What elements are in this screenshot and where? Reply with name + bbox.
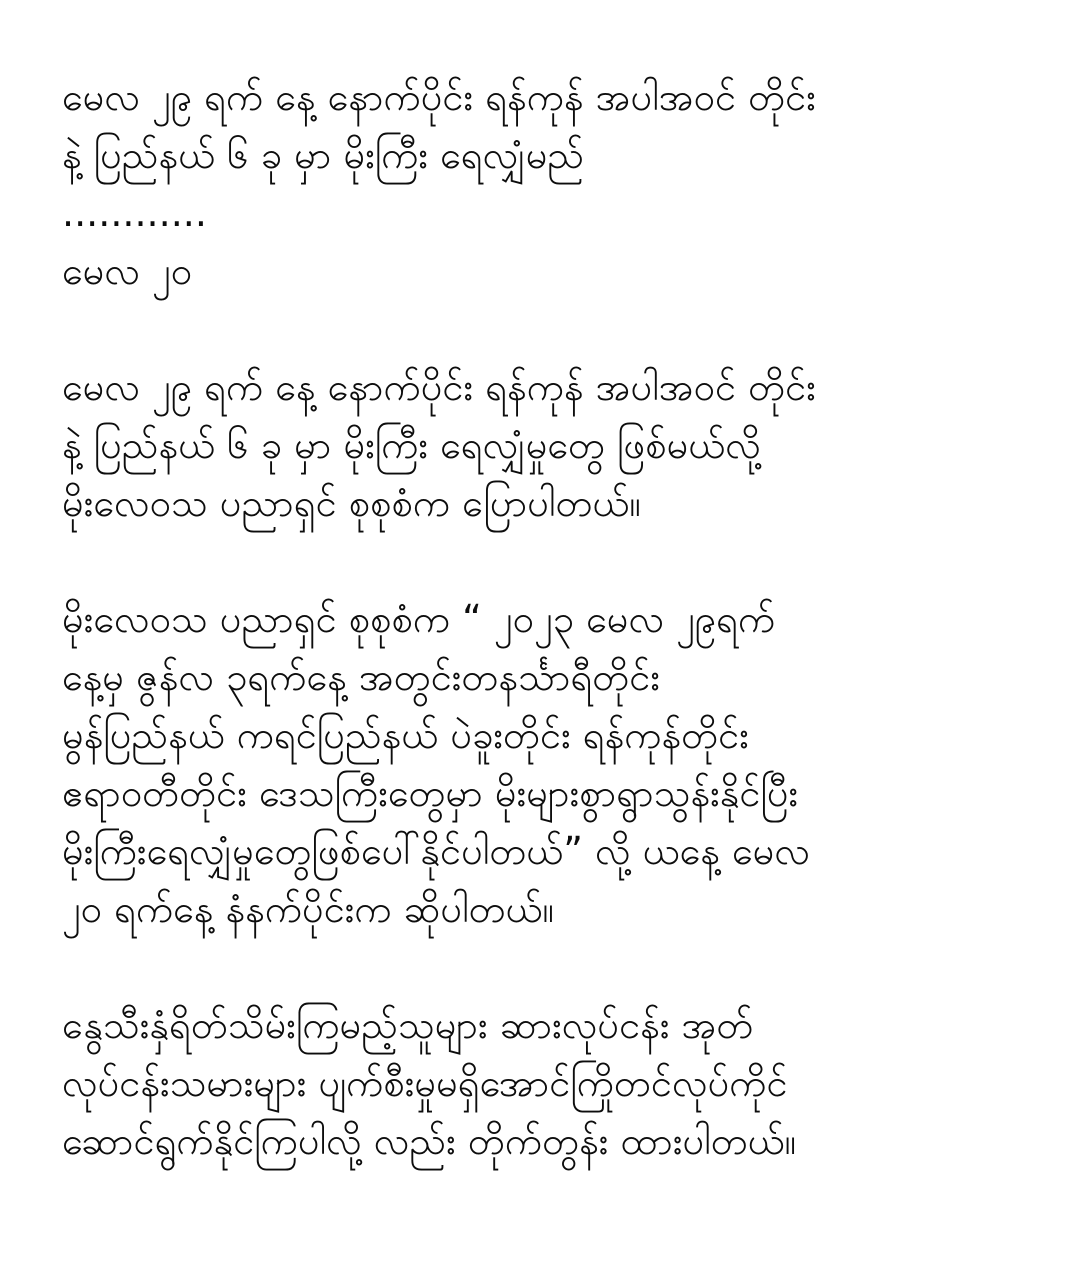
post-headline: မေလ ၂၉ ရက် နေ့ နောက်ပိုင်း ရန်ကုန် အပါအဝင် တိုင်း နဲ့ ပြည်နယ် ၆ ခု မှာ မိုးကြီး ရေလျှံမည် [62, 75, 816, 177]
news-post [62, 68, 1052, 1170]
post-paragraph-intro: မေလ ၂၉ ရက် နေ့ နောက်ပိုင်း ရန်ကုန် အပါအဝင် တိုင်း နဲ့ ပြည်နယ် ၆ ခု မှာ မိုးကြီး ရေလျှံမှုတွေ ဖြစ်မယ်လို့ မိုးလေဝသ ပညာရှင် စုစုစံက ပြောပါတယ်။ [62, 365, 816, 525]
paragraph-spacer [62, 300, 1052, 358]
post-date: မေလ ၂၀ [62, 249, 193, 293]
post-separator: ............ [62, 191, 207, 235]
paragraph-spacer [62, 532, 1052, 590]
paragraph-spacer [62, 938, 1052, 996]
post-paragraph-quote: မိုးလေဝသ ပညာရှင် စုစုစံက “ ၂၀၂၃ မေလ ၂၉ရက် နေ့မှ ဇွန်လ ၃ရက်နေ့ အတွင်းတနင်္သာရီတိုင်း မွန်ပြည်နယ် ကရင်ပြည်နယ် ပဲခူးတိုင်း ရန်ကုန်တိုင်း ဧရာဝတီတိုင်း ဒေသကြီးတွေမှာ မိုးများစွာရွာသွန်းနိုင်ပြီး မိုးကြီးရေလျှံမှုတွေဖြစ်ပေါ်နိုင်ပါတယ်” လို့ ယနေ့ မေလ ၂၀ ရက်နေ့ နံနက်ပိုင်းက ဆိုပါတယ်။ [62, 597, 810, 931]
post-paragraph-advice: နွေသီးနှံရိတ်သိမ်းကြမည့်သူများ ဆားလုပ်ငန်း အုတ် လုပ်ငန်းသမားများ ပျက်စီးမှုမရှိအောင်ကြိုတင်လုပ်ကိုင် ဆောင်ရွက်နိုင်ကြပါလို့ လည်း တိုက်တွန်း ထားပါတယ်။ [62, 1003, 797, 1163]
